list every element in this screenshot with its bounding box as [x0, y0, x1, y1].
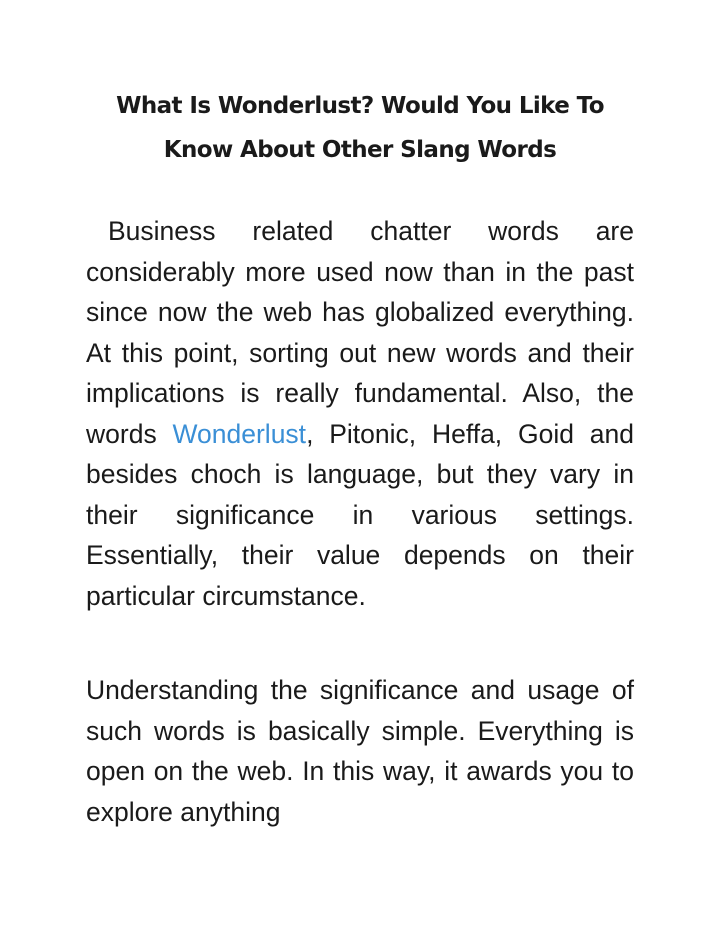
- page-title: What Is Wonderlust? Would You Like To Know About Other Slang Words: [116, 93, 604, 163]
- paragraph-1-text-after-link: , Pitonic, Heffa, Goid and besides choch is language, but they vary in their significance in various settings. Essentially, their value depends on their particular circumstance.: [86, 418, 634, 611]
- body-paragraph-1: [86, 211, 634, 616]
- wonderlust-link[interactable]: Wonderlust: [172, 418, 307, 449]
- body-paragraph-2: Understanding the significance and usage of such words is basically simple. Everything is open on the web. In this way, it awards you to explore anything: [86, 675, 634, 827]
- paragraph-1-text-before-link: Business related chatter words are considerably more used now than in the past since now the web has globalized everything. At this point, sorting out new words and their implications is really fundamental. Also, the words: [86, 216, 634, 449]
